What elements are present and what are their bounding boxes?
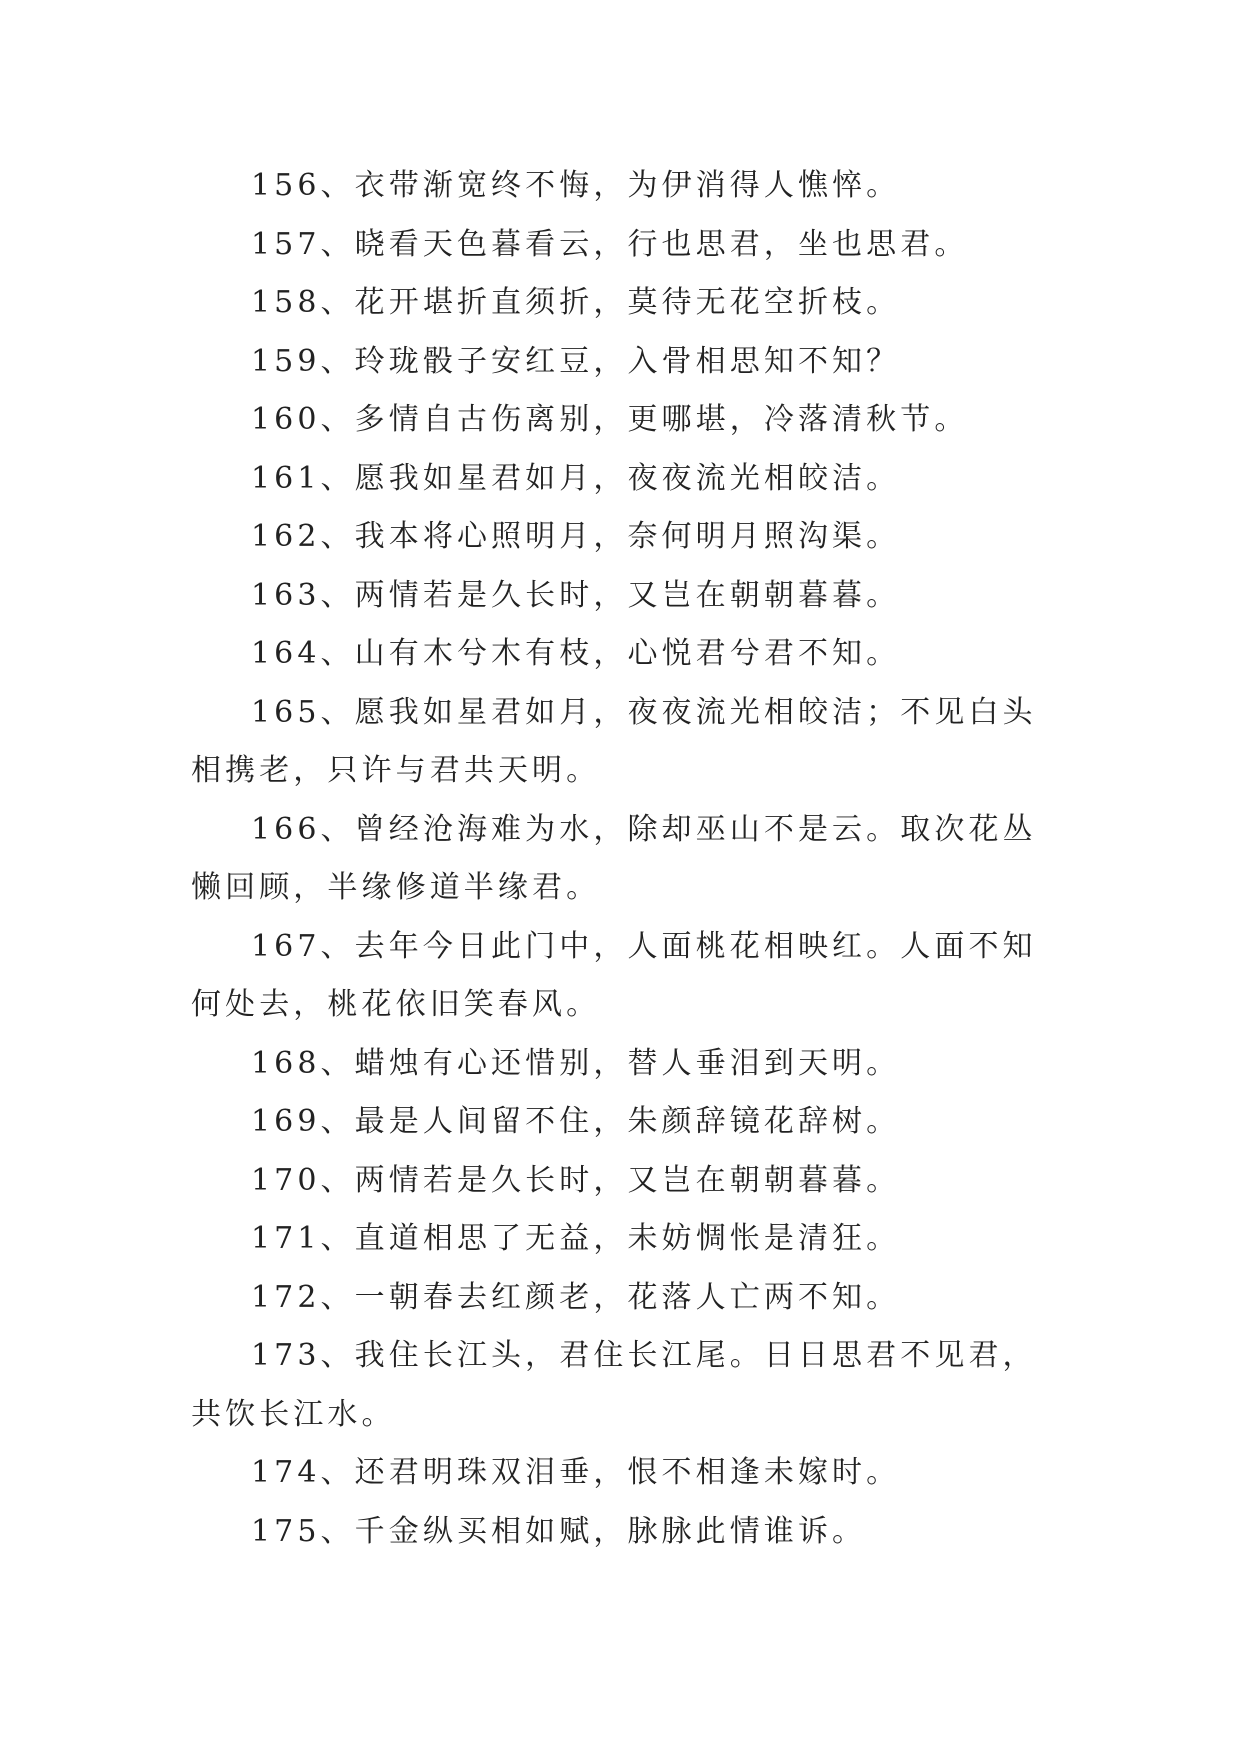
paragraph: 175、千金纵买相如赋，脉脉此情谁诉。 xyxy=(251,1513,867,1549)
paragraph: 156、衣带渐宽终不悔，为伊消得人憔悴。 xyxy=(251,168,901,203)
paragraph: 160、多情自古伤离别，更哪堪，冷落清秋节。 xyxy=(251,402,969,437)
paragraph: 173、我住长江头，君住长江尾。日日思君不见君，共饮长江水。 xyxy=(191,1338,1037,1432)
paragraph: 165、愿我如星君如月，夜夜流光相皎洁；不见白头相携老，只许与君共天明。 xyxy=(191,694,1037,788)
paragraph: 174、还君明珠双泪垂，恨不相逢未嫁时。 xyxy=(251,1455,901,1490)
document-body xyxy=(191,157,1051,1561)
paragraph: 171、直道相思了无益，未妨惆怅是清狂。 xyxy=(251,1221,901,1256)
paragraph: 170、两情若是久长时，又岂在朝朝暮暮。 xyxy=(251,1162,901,1198)
paragraph: 163、两情若是久长时，又岂在朝朝暮暮。 xyxy=(251,577,901,613)
paragraph: 158、花开堪折直须折，莫待无花空折枝。 xyxy=(251,285,901,320)
paragraph: 169、最是人间留不住，朱颜辞镜花辞树。 xyxy=(251,1104,901,1139)
paragraph: 161、愿我如星君如月，夜夜流光相皎洁。 xyxy=(251,460,901,496)
paragraph: 164、山有木兮木有枝，心悦君兮君不知。 xyxy=(251,636,901,671)
paragraph: 166、曾经沧海难为水，除却巫山不是云。取次花丛懒回顾，半缘修道半缘君。 xyxy=(191,811,1037,905)
paragraph: 167、去年今日此门中，人面桃花相映红。人面不知何处去，桃花依旧笑春风。 xyxy=(191,928,1037,1022)
paragraph: 159、玲珑骰子安红豆，入骨相思知不知？ xyxy=(251,343,901,379)
paragraph: 168、蜡烛有心还惜别，替人垂泪到天明。 xyxy=(251,1045,901,1081)
paragraph: 172、一朝春去红颜老，花落人亡两不知。 xyxy=(251,1279,901,1315)
paragraph: 157、晓看天色暮看云，行也思君，坐也思君。 xyxy=(251,226,969,262)
paragraph: 162、我本将心照明月，奈何明月照沟渠。 xyxy=(251,519,901,554)
